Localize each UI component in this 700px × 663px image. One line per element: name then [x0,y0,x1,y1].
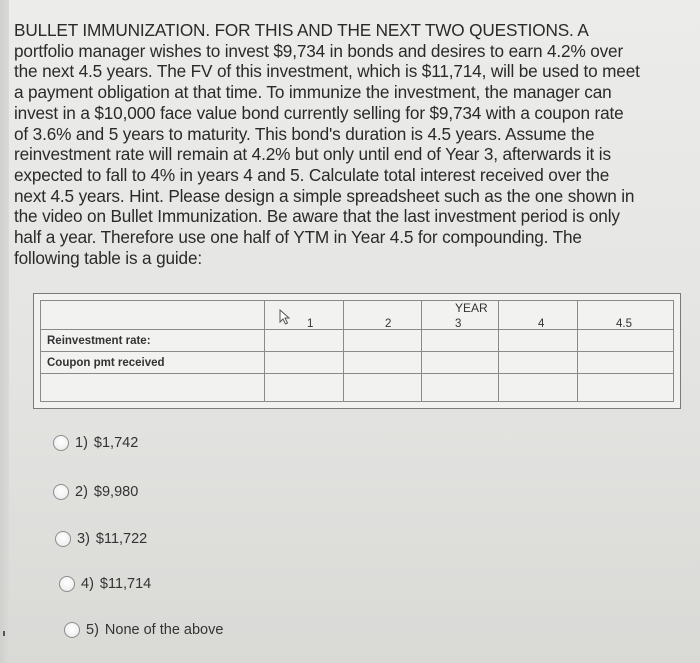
question-line: the next 4.5 years. The FV of this investment, which is $11,714, will be used to meet [14,61,640,82]
table-col-divider [498,301,499,401]
table-row-divider [41,329,673,330]
year-3-header: 3 [455,318,462,330]
table-col-divider [577,301,578,401]
table-col-divider [421,301,422,401]
question-line: the video on Bullet Immunization. Be aware that the last investment period is only [14,206,620,227]
answer-option-1[interactable] [53,435,138,451]
question-line: next 4.5 years. Hint. Please design a simple spreadsheet such as the one shown in [14,185,635,206]
edge-marker [3,631,5,636]
option-label: $11,722 [95,531,148,547]
question-line: expected to fall to 4% in years 4 and 5. Calculate total interest received over the [14,164,610,185]
question-line: reinvestment rate will remain at 4.2% but only until end of Year 3, afterwards it is [14,144,611,165]
radio-button[interactable] [53,435,69,451]
answer-option-2[interactable] [53,484,138,500]
coupon-payment-label: Coupon pmt received [47,357,165,369]
option-number: 1) [75,435,88,451]
guide-table-grid [40,300,674,402]
option-number: 2) [75,484,88,500]
radio-button[interactable] [59,576,75,592]
answer-option-4[interactable] [59,576,151,592]
table-row-divider [41,351,673,352]
table-col-divider [343,301,344,401]
option-number: 3) [77,531,90,547]
mouse-pointer-icon [279,309,293,325]
option-number: 5) [86,622,99,638]
option-label: $1,742 [93,435,139,451]
question-line: a payment obligation at that time. To immunize the investment, the manager can [14,82,612,103]
table-row-divider [41,373,673,374]
question-line: following table is a guide: [14,247,203,268]
option-label: $11,714 [99,576,152,592]
year-2-header: 2 [385,318,392,330]
year-4-header: 4 [538,318,545,330]
year-header: YEAR [455,301,488,315]
question-text [14,20,696,268]
option-label: None of the above [104,622,224,638]
page-edge-scrollbar [0,0,9,663]
answer-option-5[interactable] [64,622,223,638]
radio-button[interactable] [64,622,80,638]
reinvestment-rate-label: Reinvestment rate: [47,335,151,347]
option-number: 4) [81,576,94,592]
option-label: $9,980 [93,484,139,500]
question-line: half a year. Therefore use one half of YTM in Year 4.5 for compounding. The [14,227,582,248]
year-1-header: 1 [307,318,314,330]
question-line: of 3.6% and 5 years to maturity. This bond's duration is 4.5 years. Assume the [14,123,595,144]
radio-button[interactable] [55,531,71,547]
question-line: BULLET IMMUNIZATION. FOR THIS AND THE NEXT TWO QUESTIONS. A [14,20,589,40]
question-line: invest in a $10,000 face value bond currently selling for $9,734 with a coupon rate [14,102,624,123]
year-4-5-header: 4.5 [616,318,632,330]
guide-table [33,293,681,409]
answer-option-3[interactable] [55,531,147,547]
question-line: portfolio manager wishes to invest $9,734 in bonds and desires to earn 4.2% over [14,40,624,61]
radio-button[interactable] [53,484,69,500]
table-col-divider [264,301,265,401]
